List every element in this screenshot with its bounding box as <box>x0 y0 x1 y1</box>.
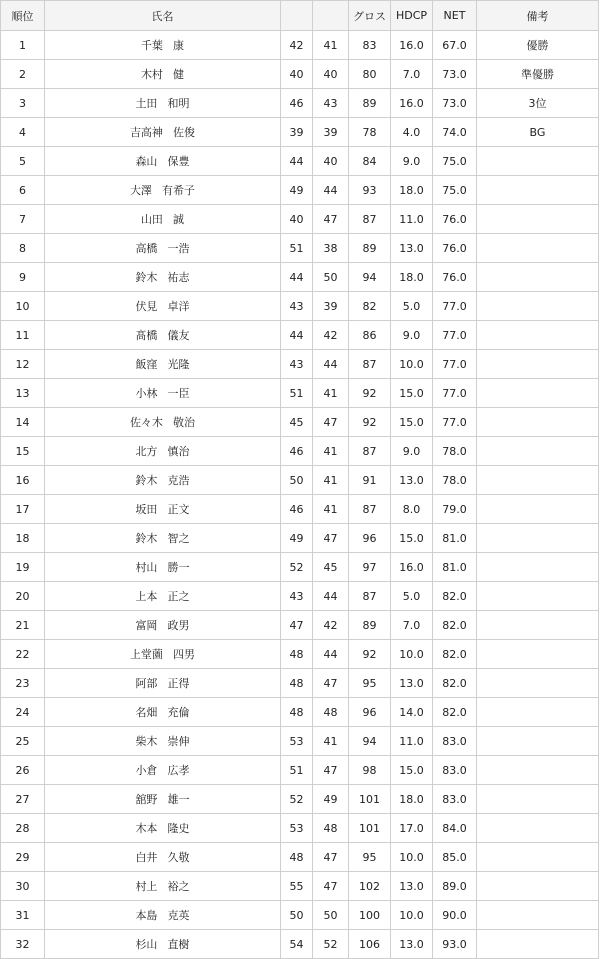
remarks-cell <box>477 234 599 263</box>
net-cell: 85.0 <box>433 843 477 872</box>
header-hdcp: HDCP <box>391 1 433 31</box>
net-cell: 73.0 <box>433 89 477 118</box>
gross-cell: 92 <box>349 379 391 408</box>
header-row <box>1 1 599 31</box>
header-rank: 順位 <box>1 1 45 31</box>
remarks-cell <box>477 930 599 959</box>
out-score-cell: 44 <box>281 147 313 176</box>
in-score-cell: 47 <box>313 872 349 901</box>
remarks-cell <box>477 437 599 466</box>
net-cell: 75.0 <box>433 176 477 205</box>
in-score-cell: 41 <box>313 379 349 408</box>
name-cell: 小倉 広孝 <box>45 756 281 785</box>
table-row <box>1 814 599 843</box>
name-cell: 大澤 有希子 <box>45 176 281 205</box>
hdcp-cell: 17.0 <box>391 814 433 843</box>
in-score-cell: 44 <box>313 176 349 205</box>
net-cell: 89.0 <box>433 872 477 901</box>
table-row <box>1 89 599 118</box>
name-cell: 富岡 政男 <box>45 611 281 640</box>
remarks-cell <box>477 321 599 350</box>
table-row <box>1 292 599 321</box>
in-score-cell: 47 <box>313 524 349 553</box>
rank-cell: 25 <box>1 727 45 756</box>
in-score-cell: 44 <box>313 582 349 611</box>
gross-cell: 95 <box>349 843 391 872</box>
in-score-cell: 44 <box>313 350 349 379</box>
in-score-cell: 50 <box>313 263 349 292</box>
name-cell: 千葉 康 <box>45 31 281 60</box>
rank-cell: 23 <box>1 669 45 698</box>
table-row <box>1 698 599 727</box>
name-cell: 白井 久敬 <box>45 843 281 872</box>
name-cell: 伏見 卓洋 <box>45 292 281 321</box>
name-cell: 高橋 一浩 <box>45 234 281 263</box>
hdcp-cell: 11.0 <box>391 205 433 234</box>
table-row <box>1 495 599 524</box>
net-cell: 78.0 <box>433 437 477 466</box>
remarks-cell <box>477 727 599 756</box>
in-score-cell: 41 <box>313 466 349 495</box>
table-body <box>1 31 599 959</box>
table-row <box>1 147 599 176</box>
table-row <box>1 176 599 205</box>
in-score-cell: 42 <box>313 321 349 350</box>
rank-cell: 19 <box>1 553 45 582</box>
out-score-cell: 47 <box>281 611 313 640</box>
gross-cell: 84 <box>349 147 391 176</box>
in-score-cell: 38 <box>313 234 349 263</box>
gross-cell: 97 <box>349 553 391 582</box>
remarks-cell <box>477 582 599 611</box>
remarks-cell <box>477 292 599 321</box>
in-score-cell: 43 <box>313 89 349 118</box>
out-score-cell: 52 <box>281 553 313 582</box>
net-cell: 74.0 <box>433 118 477 147</box>
hdcp-cell: 15.0 <box>391 379 433 408</box>
gross-cell: 89 <box>349 89 391 118</box>
name-cell: 吉高神 佐俊 <box>45 118 281 147</box>
gross-cell: 94 <box>349 727 391 756</box>
hdcp-cell: 10.0 <box>391 901 433 930</box>
remarks-cell <box>477 843 599 872</box>
in-score-cell: 40 <box>313 147 349 176</box>
rank-cell: 24 <box>1 698 45 727</box>
gross-cell: 101 <box>349 785 391 814</box>
table-row <box>1 640 599 669</box>
table-row <box>1 234 599 263</box>
name-cell: 髙橋 儀友 <box>45 321 281 350</box>
gross-cell: 102 <box>349 872 391 901</box>
net-cell: 81.0 <box>433 553 477 582</box>
name-cell: 木本 隆史 <box>45 814 281 843</box>
hdcp-cell: 18.0 <box>391 176 433 205</box>
gross-cell: 92 <box>349 408 391 437</box>
gross-cell: 87 <box>349 350 391 379</box>
hdcp-cell: 15.0 <box>391 756 433 785</box>
rank-cell: 15 <box>1 437 45 466</box>
in-score-cell: 41 <box>313 437 349 466</box>
remarks-cell <box>477 205 599 234</box>
out-score-cell: 54 <box>281 930 313 959</box>
out-score-cell: 39 <box>281 118 313 147</box>
rank-cell: 29 <box>1 843 45 872</box>
table-row <box>1 901 599 930</box>
hdcp-cell: 13.0 <box>391 669 433 698</box>
rank-cell: 26 <box>1 756 45 785</box>
name-cell: 本島 克英 <box>45 901 281 930</box>
in-score-cell: 48 <box>313 814 349 843</box>
remarks-cell <box>477 408 599 437</box>
out-score-cell: 46 <box>281 495 313 524</box>
table-row <box>1 582 599 611</box>
in-score-cell: 48 <box>313 698 349 727</box>
in-score-cell: 47 <box>313 408 349 437</box>
rank-cell: 32 <box>1 930 45 959</box>
net-cell: 77.0 <box>433 379 477 408</box>
remarks-cell <box>477 669 599 698</box>
remarks-cell <box>477 814 599 843</box>
rank-cell: 1 <box>1 31 45 60</box>
name-cell: 阿部 正得 <box>45 669 281 698</box>
hdcp-cell: 15.0 <box>391 408 433 437</box>
table-row <box>1 437 599 466</box>
hdcp-cell: 13.0 <box>391 872 433 901</box>
out-score-cell: 53 <box>281 814 313 843</box>
rank-cell: 31 <box>1 901 45 930</box>
in-score-cell: 47 <box>313 205 349 234</box>
hdcp-cell: 10.0 <box>391 843 433 872</box>
hdcp-cell: 18.0 <box>391 785 433 814</box>
rank-cell: 21 <box>1 611 45 640</box>
table-row <box>1 205 599 234</box>
gross-cell: 87 <box>349 582 391 611</box>
table-row <box>1 727 599 756</box>
table-row <box>1 553 599 582</box>
rank-cell: 4 <box>1 118 45 147</box>
gross-cell: 100 <box>349 901 391 930</box>
name-cell: 佐々木 敬治 <box>45 408 281 437</box>
name-cell: 小林 一臣 <box>45 379 281 408</box>
rank-cell: 8 <box>1 234 45 263</box>
name-cell: 杉山 直樹 <box>45 930 281 959</box>
remarks-cell <box>477 901 599 930</box>
net-cell: 83.0 <box>433 756 477 785</box>
hdcp-cell: 11.0 <box>391 727 433 756</box>
header-gross: グロス <box>349 1 391 31</box>
rank-cell: 22 <box>1 640 45 669</box>
hdcp-cell: 13.0 <box>391 930 433 959</box>
rank-cell: 13 <box>1 379 45 408</box>
name-cell: 飯窪 光隆 <box>45 350 281 379</box>
hdcp-cell: 5.0 <box>391 292 433 321</box>
table-row <box>1 524 599 553</box>
net-cell: 82.0 <box>433 640 477 669</box>
rank-cell: 28 <box>1 814 45 843</box>
remarks-cell: BG <box>477 118 599 147</box>
gross-cell: 78 <box>349 118 391 147</box>
out-score-cell: 48 <box>281 669 313 698</box>
table-row <box>1 785 599 814</box>
out-score-cell: 50 <box>281 466 313 495</box>
net-cell: 90.0 <box>433 901 477 930</box>
hdcp-cell: 16.0 <box>391 553 433 582</box>
out-score-cell: 51 <box>281 756 313 785</box>
remarks-cell <box>477 611 599 640</box>
net-cell: 76.0 <box>433 205 477 234</box>
table-row <box>1 466 599 495</box>
hdcp-cell: 16.0 <box>391 31 433 60</box>
out-score-cell: 43 <box>281 292 313 321</box>
net-cell: 81.0 <box>433 524 477 553</box>
table-row <box>1 408 599 437</box>
in-score-cell: 41 <box>313 495 349 524</box>
hdcp-cell: 16.0 <box>391 89 433 118</box>
gross-cell: 89 <box>349 611 391 640</box>
net-cell: 77.0 <box>433 321 477 350</box>
out-score-cell: 49 <box>281 176 313 205</box>
net-cell: 77.0 <box>433 408 477 437</box>
remarks-cell <box>477 785 599 814</box>
table-header <box>1 1 599 31</box>
in-score-cell: 52 <box>313 930 349 959</box>
header-remarks: 備考 <box>477 1 599 31</box>
header-in <box>313 1 349 31</box>
remarks-cell <box>477 756 599 785</box>
rank-cell: 20 <box>1 582 45 611</box>
net-cell: 76.0 <box>433 234 477 263</box>
hdcp-cell: 4.0 <box>391 118 433 147</box>
gross-cell: 98 <box>349 756 391 785</box>
header-name: 氏名 <box>45 1 281 31</box>
remarks-cell <box>477 553 599 582</box>
rank-cell: 2 <box>1 60 45 89</box>
rank-cell: 18 <box>1 524 45 553</box>
hdcp-cell: 9.0 <box>391 437 433 466</box>
in-score-cell: 40 <box>313 60 349 89</box>
name-cell: 鈴木 克浩 <box>45 466 281 495</box>
rank-cell: 7 <box>1 205 45 234</box>
out-score-cell: 49 <box>281 524 313 553</box>
name-cell: 舘野 雄一 <box>45 785 281 814</box>
name-cell: 鈴木 智之 <box>45 524 281 553</box>
table-row <box>1 31 599 60</box>
name-cell: 柴木 崇伸 <box>45 727 281 756</box>
name-cell: 山田 誠 <box>45 205 281 234</box>
remarks-cell: 優勝 <box>477 31 599 60</box>
hdcp-cell: 5.0 <box>391 582 433 611</box>
out-score-cell: 44 <box>281 263 313 292</box>
remarks-cell <box>477 640 599 669</box>
in-score-cell: 49 <box>313 785 349 814</box>
out-score-cell: 48 <box>281 640 313 669</box>
in-score-cell: 42 <box>313 611 349 640</box>
out-score-cell: 48 <box>281 843 313 872</box>
hdcp-cell: 13.0 <box>391 234 433 263</box>
hdcp-cell: 8.0 <box>391 495 433 524</box>
remarks-cell <box>477 379 599 408</box>
remarks-cell <box>477 350 599 379</box>
rank-cell: 12 <box>1 350 45 379</box>
gross-cell: 106 <box>349 930 391 959</box>
in-score-cell: 41 <box>313 727 349 756</box>
name-cell: 上堂薗 四男 <box>45 640 281 669</box>
net-cell: 77.0 <box>433 292 477 321</box>
gross-cell: 96 <box>349 524 391 553</box>
remarks-cell <box>477 466 599 495</box>
table-row <box>1 118 599 147</box>
out-score-cell: 48 <box>281 698 313 727</box>
in-score-cell: 39 <box>313 118 349 147</box>
hdcp-cell: 15.0 <box>391 524 433 553</box>
table-row <box>1 843 599 872</box>
in-score-cell: 39 <box>313 292 349 321</box>
in-score-cell: 41 <box>313 31 349 60</box>
out-score-cell: 55 <box>281 872 313 901</box>
out-score-cell: 45 <box>281 408 313 437</box>
name-cell: 村上 裕之 <box>45 872 281 901</box>
out-score-cell: 51 <box>281 234 313 263</box>
net-cell: 73.0 <box>433 60 477 89</box>
out-score-cell: 50 <box>281 901 313 930</box>
net-cell: 76.0 <box>433 263 477 292</box>
out-score-cell: 46 <box>281 437 313 466</box>
in-score-cell: 47 <box>313 756 349 785</box>
rank-cell: 10 <box>1 292 45 321</box>
table-row <box>1 930 599 959</box>
out-score-cell: 44 <box>281 321 313 350</box>
hdcp-cell: 13.0 <box>391 466 433 495</box>
in-score-cell: 45 <box>313 553 349 582</box>
table-row <box>1 669 599 698</box>
hdcp-cell: 9.0 <box>391 147 433 176</box>
name-cell: 土田 和明 <box>45 89 281 118</box>
hdcp-cell: 7.0 <box>391 60 433 89</box>
out-score-cell: 40 <box>281 60 313 89</box>
name-cell: 上本 正之 <box>45 582 281 611</box>
gross-cell: 86 <box>349 321 391 350</box>
name-cell: 木村 健 <box>45 60 281 89</box>
table-row <box>1 60 599 89</box>
out-score-cell: 46 <box>281 89 313 118</box>
out-score-cell: 52 <box>281 785 313 814</box>
gross-cell: 91 <box>349 466 391 495</box>
rank-cell: 5 <box>1 147 45 176</box>
gross-cell: 94 <box>349 263 391 292</box>
gross-cell: 82 <box>349 292 391 321</box>
out-score-cell: 43 <box>281 350 313 379</box>
rank-cell: 17 <box>1 495 45 524</box>
hdcp-cell: 9.0 <box>391 321 433 350</box>
header-out <box>281 1 313 31</box>
in-score-cell: 50 <box>313 901 349 930</box>
hdcp-cell: 7.0 <box>391 611 433 640</box>
gross-cell: 93 <box>349 176 391 205</box>
out-score-cell: 53 <box>281 727 313 756</box>
table-row <box>1 263 599 292</box>
out-score-cell: 43 <box>281 582 313 611</box>
rank-cell: 3 <box>1 89 45 118</box>
gross-cell: 96 <box>349 698 391 727</box>
hdcp-cell: 14.0 <box>391 698 433 727</box>
net-cell: 83.0 <box>433 785 477 814</box>
rank-cell: 16 <box>1 466 45 495</box>
gross-cell: 80 <box>349 60 391 89</box>
gross-cell: 92 <box>349 640 391 669</box>
name-cell: 坂田 正文 <box>45 495 281 524</box>
rank-cell: 11 <box>1 321 45 350</box>
out-score-cell: 51 <box>281 379 313 408</box>
rank-cell: 6 <box>1 176 45 205</box>
rank-cell: 14 <box>1 408 45 437</box>
in-score-cell: 44 <box>313 640 349 669</box>
net-cell: 75.0 <box>433 147 477 176</box>
table-row <box>1 756 599 785</box>
out-score-cell: 40 <box>281 205 313 234</box>
gross-cell: 87 <box>349 495 391 524</box>
gross-cell: 87 <box>349 205 391 234</box>
net-cell: 78.0 <box>433 466 477 495</box>
table-row <box>1 350 599 379</box>
net-cell: 82.0 <box>433 698 477 727</box>
remarks-cell <box>477 524 599 553</box>
net-cell: 93.0 <box>433 930 477 959</box>
gross-cell: 83 <box>349 31 391 60</box>
remarks-cell: 3位 <box>477 89 599 118</box>
remarks-cell <box>477 176 599 205</box>
table-row <box>1 379 599 408</box>
gross-cell: 101 <box>349 814 391 843</box>
net-cell: 83.0 <box>433 727 477 756</box>
table-row <box>1 321 599 350</box>
remarks-cell <box>477 263 599 292</box>
out-score-cell: 42 <box>281 31 313 60</box>
name-cell: 名畑 充倫 <box>45 698 281 727</box>
header-net: NET <box>433 1 477 31</box>
rank-cell: 27 <box>1 785 45 814</box>
net-cell: 82.0 <box>433 669 477 698</box>
net-cell: 82.0 <box>433 611 477 640</box>
remarks-cell <box>477 147 599 176</box>
table-row <box>1 872 599 901</box>
remarks-cell: 準優勝 <box>477 60 599 89</box>
in-score-cell: 47 <box>313 843 349 872</box>
name-cell: 北方 慎治 <box>45 437 281 466</box>
net-cell: 82.0 <box>433 582 477 611</box>
in-score-cell: 47 <box>313 669 349 698</box>
name-cell: 村山 勝一 <box>45 553 281 582</box>
net-cell: 77.0 <box>433 350 477 379</box>
net-cell: 79.0 <box>433 495 477 524</box>
gross-cell: 87 <box>349 437 391 466</box>
rank-cell: 30 <box>1 872 45 901</box>
net-cell: 67.0 <box>433 31 477 60</box>
hdcp-cell: 18.0 <box>391 263 433 292</box>
remarks-cell <box>477 698 599 727</box>
hdcp-cell: 10.0 <box>391 350 433 379</box>
gross-cell: 95 <box>349 669 391 698</box>
remarks-cell <box>477 495 599 524</box>
net-cell: 84.0 <box>433 814 477 843</box>
hdcp-cell: 10.0 <box>391 640 433 669</box>
name-cell: 鈴木 祐志 <box>45 263 281 292</box>
remarks-cell <box>477 872 599 901</box>
rank-cell: 9 <box>1 263 45 292</box>
name-cell: 森山 保豊 <box>45 147 281 176</box>
gross-cell: 89 <box>349 234 391 263</box>
table-row <box>1 611 599 640</box>
